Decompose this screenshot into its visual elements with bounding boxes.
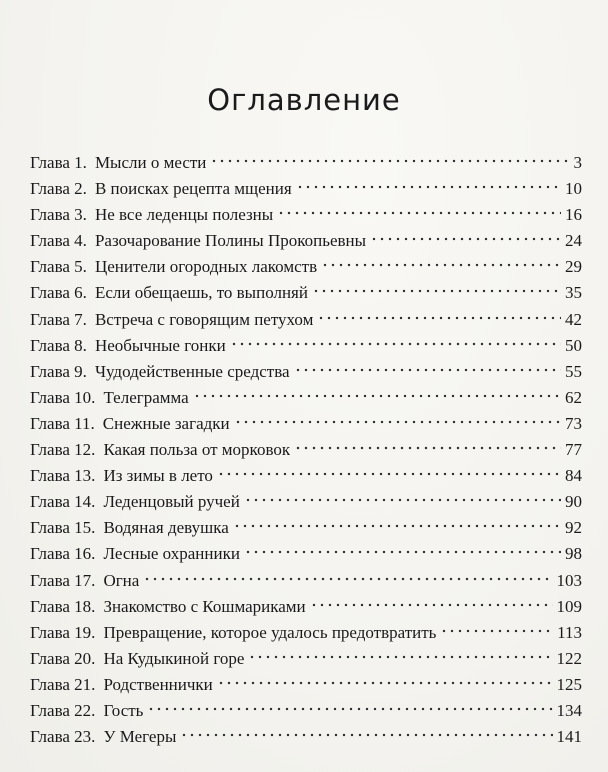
chapter-number: Глава 9. — [30, 361, 87, 381]
chapter-title: Необычные гонки — [94, 335, 226, 355]
dot-leader — [217, 471, 561, 477]
chapter-number: Глава 15. — [30, 518, 96, 538]
page-number: 109 — [556, 596, 582, 616]
page-number: 92 — [565, 518, 582, 538]
toc-entry — [30, 280, 582, 306]
page-number: 3 — [573, 153, 582, 172]
page-number: 77 — [565, 440, 582, 460]
page-number: 16 — [565, 205, 582, 225]
toc-entry — [30, 489, 582, 515]
dot-leader — [248, 654, 552, 660]
dot-leader — [294, 367, 561, 373]
chapter-number: Глава 14. — [30, 492, 96, 512]
page-number: 122 — [556, 648, 582, 668]
page-number: 29 — [565, 257, 582, 277]
dot-leader — [370, 236, 561, 242]
dot-leader — [234, 419, 561, 425]
toc-entry — [30, 463, 582, 489]
toc-entry — [30, 228, 582, 254]
page-number: 90 — [565, 492, 582, 512]
chapter-title: Гость — [103, 700, 144, 720]
dot-leader — [147, 706, 552, 712]
table-of-contents — [30, 150, 582, 750]
dot-leader — [317, 315, 561, 321]
chapter-number: Глава 12. — [30, 440, 96, 460]
dot-leader — [294, 445, 561, 451]
toc-entry — [30, 698, 582, 724]
chapter-title: Ценители огородных лакомств — [94, 257, 318, 277]
toc-entry — [30, 646, 582, 672]
chapter-number: Глава 2. — [30, 179, 87, 199]
toc-entry — [30, 594, 582, 620]
chapter-title: На Кудыкиной горе — [103, 648, 245, 668]
dot-leader — [277, 210, 561, 216]
chapter-number: Глава 20. — [30, 648, 96, 668]
dot-leader — [210, 158, 569, 164]
toc-entry — [30, 254, 582, 280]
chapter-number: Глава 17. — [30, 570, 96, 590]
dot-leader — [296, 184, 561, 190]
dot-leader — [321, 262, 561, 268]
page-number: 35 — [565, 283, 582, 303]
toc-entry — [30, 411, 582, 437]
page-number: 55 — [565, 361, 582, 381]
chapter-title: Превращение, которое удалось предотвратить — [103, 622, 437, 642]
chapter-number: Глава 10. — [30, 387, 96, 407]
toc-entry — [30, 176, 582, 202]
page-number: 73 — [565, 413, 582, 433]
chapter-title: Если обещаешь, то выполняй — [94, 283, 308, 303]
chapter-number: Глава 11. — [30, 413, 95, 433]
chapter-number: Глава 19. — [30, 622, 96, 642]
chapter-title: Разочарование Полины Прокопьевны — [94, 231, 367, 251]
chapter-title: Чудодейственные средства — [94, 361, 290, 381]
chapter-number: Глава 21. — [30, 674, 96, 694]
page-number: 134 — [556, 700, 582, 720]
toc-entry — [30, 385, 582, 411]
toc-entry — [30, 620, 582, 646]
dot-leader — [310, 602, 553, 608]
chapter-title: Не все леденцы полезны — [94, 205, 274, 225]
page-number: 125 — [556, 674, 582, 694]
page-number: 84 — [565, 466, 582, 486]
chapter-number: Глава 3. — [30, 205, 87, 225]
toc-entry — [30, 359, 582, 385]
chapter-title: В поисках рецепта мщения — [94, 179, 292, 199]
page-number: 141 — [556, 727, 582, 747]
toc-entry — [30, 202, 582, 228]
page-number: 50 — [565, 335, 582, 355]
chapter-title: Из зимы в лето — [103, 466, 213, 486]
chapter-number: Глава 4. — [30, 231, 87, 251]
dot-leader — [440, 628, 553, 634]
page-number: 42 — [565, 309, 582, 329]
dot-leader — [180, 732, 552, 738]
toc-entry — [30, 437, 582, 463]
dot-leader — [244, 497, 561, 503]
chapter-number: Глава 5. — [30, 257, 87, 277]
dot-leader — [244, 549, 561, 555]
page-number: 103 — [556, 570, 582, 590]
chapter-title: Огна — [103, 570, 140, 590]
chapter-number: Глава 8. — [30, 335, 87, 355]
toc-entry — [30, 150, 582, 176]
toc-entry — [30, 568, 582, 594]
dot-leader — [312, 288, 561, 294]
chapter-number: Глава 7. — [30, 309, 87, 329]
toc-entry — [30, 724, 582, 750]
page-number: 10 — [565, 179, 582, 199]
chapter-title: Телеграмма — [103, 387, 189, 407]
chapter-title: Какая польза от морковок — [103, 440, 291, 460]
chapter-title: Родственнички — [103, 674, 213, 694]
page-number: 113 — [557, 622, 582, 642]
dot-leader — [230, 341, 561, 347]
chapter-title: Водяная девушка — [103, 518, 229, 538]
dot-leader — [233, 523, 561, 529]
chapter-title: Встреча с говорящим петухом — [94, 309, 314, 329]
chapter-number: Глава 22. — [30, 700, 96, 720]
chapter-title: Знакомство с Кошмариками — [103, 596, 306, 616]
toc-entry — [30, 307, 582, 333]
toc-entry — [30, 515, 582, 541]
chapter-title: Леденцовый ручей — [103, 492, 240, 512]
page-number: 24 — [565, 231, 582, 251]
chapter-number: Глава 23. — [30, 727, 96, 747]
chapter-number: Глава 1. — [30, 153, 87, 172]
toc-entry — [30, 672, 582, 698]
page-number: 98 — [565, 544, 582, 564]
chapter-number: Глава 18. — [30, 596, 96, 616]
dot-leader — [143, 576, 552, 582]
page-title: Оглавление — [207, 83, 401, 118]
toc-entry — [30, 333, 582, 359]
toc-entry — [30, 541, 582, 567]
chapter-title: Лесные охранники — [103, 544, 240, 564]
dot-leader — [217, 680, 553, 686]
chapter-title: У Мегеры — [103, 727, 177, 747]
chapter-number: Глава 16. — [30, 544, 96, 564]
chapter-title: Мысли о мести — [94, 153, 207, 172]
chapter-number: Глава 6. — [30, 283, 87, 303]
chapter-number: Глава 13. — [30, 466, 96, 486]
dot-leader — [193, 393, 561, 399]
chapter-title: Снежные загадки — [102, 413, 230, 433]
page-number: 62 — [565, 387, 582, 407]
